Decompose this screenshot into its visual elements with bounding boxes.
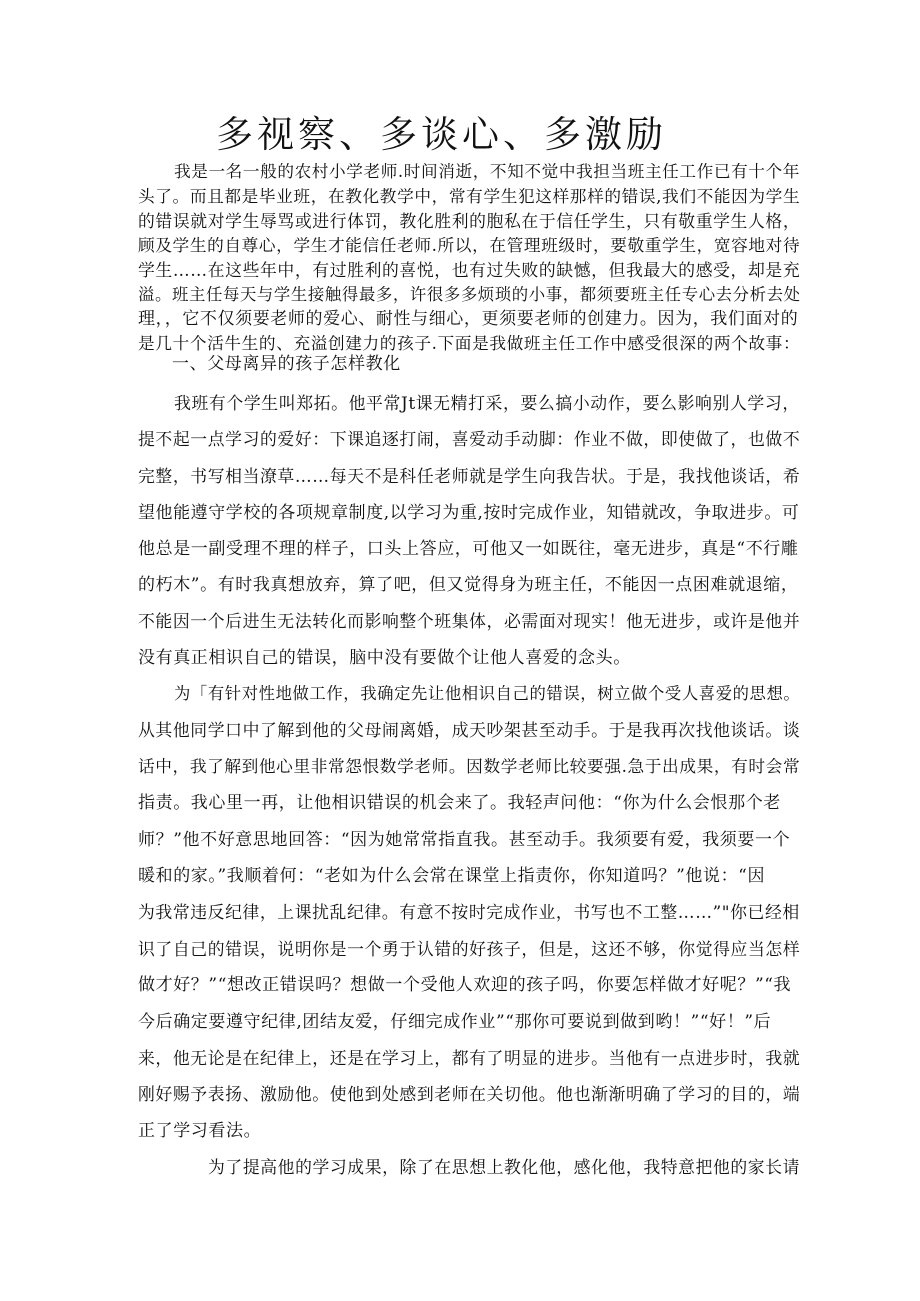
intro-paragraph bbox=[138, 160, 801, 356]
text-line: 没有真正相识自己的错误，脑中没有要做个让他人喜爱的念头。 bbox=[138, 647, 631, 668]
story-paragraph-1 bbox=[138, 385, 800, 676]
text-line: 不能因一个后进生无法转化而影响整个班集体，必需面对现实！他无进步，或许是他并 bbox=[138, 611, 801, 632]
text-line: 师？”他不好意思地回答：“因为她常常指直我。甚至动手。我须要有爱，我须要一个 bbox=[138, 829, 791, 850]
text-line: 是几十个活牛生的、充溢创建力的孩子.下面是我做班主任工作中感受很深的两个故事： bbox=[138, 333, 801, 353]
text-line: 完整，书写相当潦草……每天不是科任老师就是学生向我告状。于是，我找他谈话，希 bbox=[138, 465, 801, 486]
text-line: 头了。而且都是毕业班，在教化教学中，常有学生犯这样那样的错误,我们不能因为学生 bbox=[138, 186, 801, 206]
text-line: 的错误就对学生辱骂或进行体罚，教化胜利的胞私在于信任学生，只有敬重学生人格， bbox=[138, 211, 801, 231]
text-line: 今后确定要遵守纪律,团结友爱，仔细完成作业”“那你可要说到做到哟！”“好！”后 bbox=[138, 1011, 772, 1032]
text-line: 来，他无论是在纪律上，还是在学习上，都有了明显的进步。当他有一点进步时，我就 bbox=[138, 1047, 801, 1068]
text-line: 指责。我心里一再，让他相识错误的机会来了。我轻声问他：“你为什么会恨那个老 bbox=[138, 793, 781, 814]
story-paragraph-2 bbox=[138, 676, 800, 1149]
text-line: 学生……在这些年中，有过胜利的喜悦，也有过失败的缺憾，但我最大的感受，却是充 bbox=[138, 260, 801, 280]
text-line: 从其他同学口中了解到他的父母闹离婚，成天吵架甚至动手。于是我再次找他谈话。谈 bbox=[138, 720, 801, 741]
text-line: 理，，它不仅须要老师的爱心、耐性与细心，更须要老师的创建力。因为，我们面对的 bbox=[138, 309, 799, 329]
text-line: 刚好赐予表扬、激励他。使他到处感到老师在关切他。他也渐渐明确了学习的目的，端 bbox=[138, 1084, 801, 1105]
story-paragraph-3 bbox=[138, 1149, 800, 1185]
text-line: 顾及学生的自尊心，学生才能信任老师.所以，在管理班级时，要敬重学生，宽容地对待 bbox=[138, 235, 801, 255]
text-line: 正了学习看法。 bbox=[138, 1120, 262, 1141]
text-line: 做才好？”“想改正错误吗？想做一个受他人欢迎的孩子吗，你要怎样做才好呢？”“我 bbox=[138, 975, 792, 996]
text-line: 望他能遵守学校的各项规章制度,以学习为重,按时完成作业，知错就改，争取进步。可 bbox=[138, 502, 800, 523]
text-line: 的朽木”。有时我真想放弃，算了吧，但又觉得身为班主任，不能因一点困难就退缩， bbox=[138, 574, 799, 595]
text-line: 识了自己的错误，说明你是一个勇于认错的好孩子，但是，这还不够，你觉得应当怎样 bbox=[138, 938, 801, 959]
document-title: 多视察、多谈心、多激励 bbox=[216, 113, 667, 156]
text-line: 溢。班主任每天与学生接触得最多，许很多多烦琐的小事，都须要班主任专心去分析去处 bbox=[138, 284, 801, 304]
section-heading: 一、父母离异的孩子怎样教化 bbox=[172, 354, 401, 374]
text-line: 提不起一点学习的爱好：下课追逐打闹，喜爱动手动脚：作业不做，即使做了，也做不 bbox=[138, 429, 801, 450]
text-line: 暖和的家。”我顺着何：“老如为什么会常在课堂上指责你，你知道吗？”他说：“因 bbox=[138, 865, 766, 886]
text-line: 为了提高他的学习成果，除了在思想上教化他，感化他，我特意把他的家长请 bbox=[208, 1157, 801, 1177]
text-line: 我是一名一般的农村小学老师.时间消逝，不知不觉中我担当班主任工作已有十个年 bbox=[174, 162, 800, 181]
text-line: 为「有针对性地做工作，我确定先让他相识自己的错误，树立做个受人喜爱的思想。 bbox=[174, 684, 801, 703]
text-line: 话中，我了解到他心里非常怨恨数学老师。因数学老师比较要强.急于出成果，有时会常 bbox=[138, 756, 801, 776]
text-line: 他总是一副受理不理的样子，口头上答应，可他又一如既往，毫无进步，真是“不行雕 bbox=[138, 538, 799, 559]
text-line: 我班有个学生叫郑拓。他平常Jt课无精打采，要么搞小动作，要么影响别人学习， bbox=[174, 393, 800, 413]
text-line: 为我常违反纪律，上课扰乱纪律。有意不按时完成作业，书写也不工整……”"你已经相 bbox=[138, 902, 800, 923]
